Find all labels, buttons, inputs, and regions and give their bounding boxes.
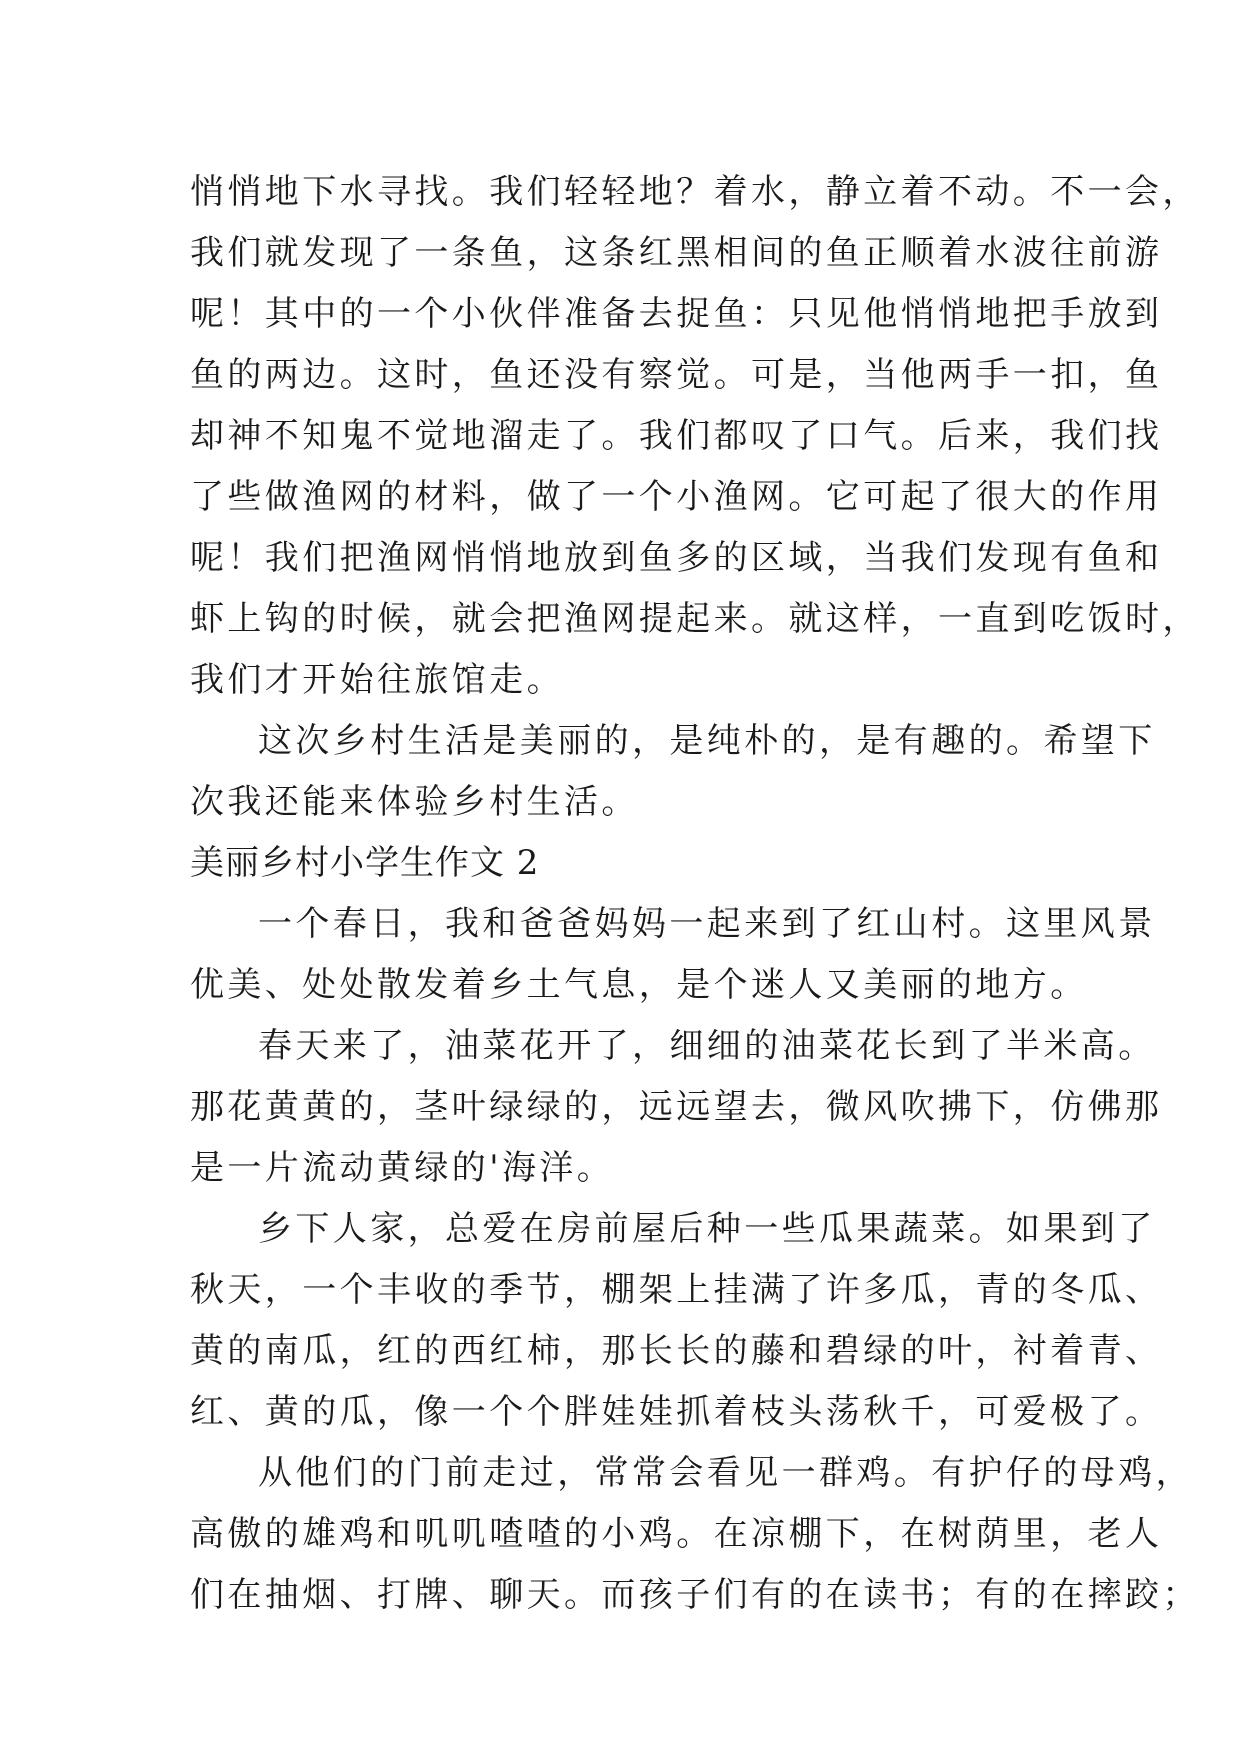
paragraph-start-line: 从他们的门前走过，常常会看见一群鸡。有护仔的母鸡， xyxy=(258,1453,1193,1493)
text-line: 了些做渔网的材料，做了一个小渔网。它可起了很大的作用 xyxy=(190,477,1163,517)
paragraph-start-line: 一个春日，我和爸爸妈妈一起来到了红山村。这里风景 xyxy=(258,904,1156,944)
section-title: 美丽乡村小学生作文 2 xyxy=(190,843,540,883)
text-line: 我们就发现了一条鱼，这条红黑相间的鱼正顺着水波往前游 xyxy=(190,233,1163,273)
essay-body xyxy=(190,162,1200,1626)
text-line: 呢！我们把渔网悄悄地放到鱼多的区域，当我们发现有鱼和 xyxy=(190,538,1163,578)
text-line: 鱼的两边。这时，鱼还没有察觉。可是，当他两手一扣，鱼 xyxy=(190,355,1163,395)
text-line: 悄悄地下水寻找。我们轻轻地？着水，静立着不动。不一会， xyxy=(190,172,1200,212)
text-line: 那花黄黄的，茎叶绿绿的，远远望去，微风吹拂下，仿佛那 xyxy=(190,1087,1163,1127)
text-line: 优美、处处散发着乡土气息，是个迷人又美丽的地方。 xyxy=(190,965,1088,1005)
text-line: 虾上钩的时候，就会把渔网提起来。就这样，一直到吃饭时， xyxy=(190,599,1200,639)
text-line: 高傲的雄鸡和叽叽喳喳的小鸡。在凉棚下，在树荫里，老人 xyxy=(190,1514,1163,1554)
text-line: 我们才开始往旅馆走。 xyxy=(190,660,564,700)
text-line: 是一片流动黄绿的'海洋。 xyxy=(190,1148,615,1188)
text-line: 次我还能来体验乡村生活。 xyxy=(190,782,639,822)
paragraph-start-line: 这次乡村生活是美丽的，是纯朴的，是有趣的。希望下 xyxy=(258,721,1156,761)
text-line: 秋天，一个丰收的季节，棚架上挂满了许多瓜，青的冬瓜、 xyxy=(190,1270,1163,1310)
text-line: 呢！其中的一个小伙伴准备去捉鱼：只见他悄悄地把手放到 xyxy=(190,294,1163,334)
text-line: 黄的南瓜，红的西红柿，那长长的藤和碧绿的叶，衬着青、 xyxy=(190,1331,1163,1371)
text-line: 们在抽烟、打牌、聊天。而孩子们有的在读书；有的在摔跤； xyxy=(190,1575,1200,1615)
text-line: 红、黄的瓜，像一个个胖娃娃抓着枝头荡秋千，可爱极了。 xyxy=(190,1392,1163,1432)
text-line: 却神不知鬼不觉地溜走了。我们都叹了口气。后来，我们找 xyxy=(190,416,1163,456)
paragraph-start-line: 春天来了，油菜花开了，细细的油菜花长到了半米高。 xyxy=(258,1026,1156,1066)
paragraph-start-line: 乡下人家，总爱在房前屋后种一些瓜果蔬菜。如果到了 xyxy=(258,1209,1156,1249)
